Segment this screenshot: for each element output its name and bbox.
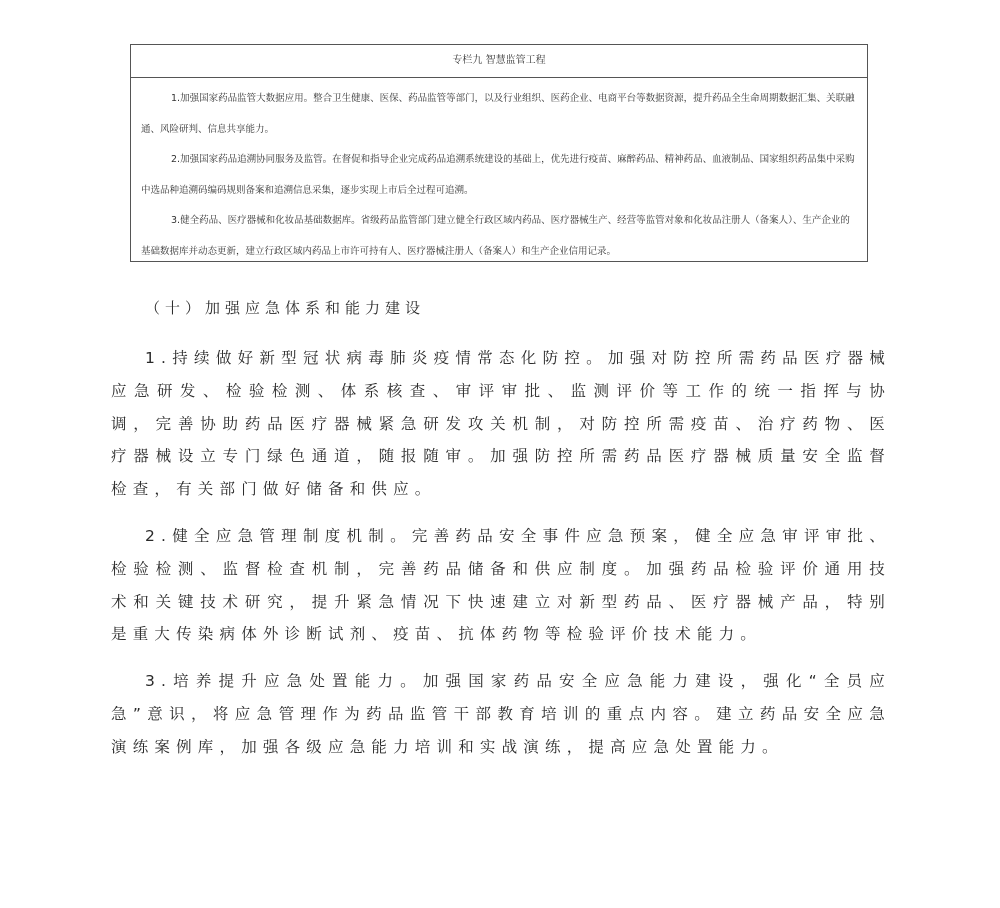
special-column-title: 专栏九 智慧监管工程 xyxy=(131,45,867,78)
special-column-body xyxy=(131,78,867,267)
section-heading: （十）加强应急体系和能力建设 xyxy=(145,299,426,317)
section-paragraph-1: 1.持续做好新型冠状病毒肺炎疫情常态化防控。加强对防控所需药品医疗器械应急研发、检验检测、体系核查、审评审批、监测评价等工作的统一指挥与协调，完善协助药品医疗器械紧急研发攻关机制，对防控所需疫苗、治疗药物、医疗器械设立专门绿色通道，随报随审。加强防控所需药品医疗器械质量安全监督检查，有关部门做好储备和供应。 xyxy=(111,349,891,499)
special-column-item-3: 3.健全药品、医疗器械和化妆品基础数据库。省级药品监管部门建立健全行政区域内药品、医疗器械生产、经营等监管对象和化妆品注册人（备案人）、生产企业的基础数据库并动态更新，建立行政区域内药品上市许可持有人、医疗器械注册人（备案人）和生产企业信用记录。 xyxy=(141,215,850,257)
special-column-item-2: 2.加强国家药品追溯协同服务及监管。在督促和指导企业完成药品追溯系统建设的基础上，优先进行疫苗、麻醉药品、精神药品、血液制品、国家组织药品集中采购中选品种追溯码编码规则备案和追溯信息采集，逐步实现上市后全过程可追溯。 xyxy=(141,154,855,196)
section-paragraph-3: 3.培养提升应急处置能力。加强国家药品安全应急能力建设，强化“全员应急”意识，将应急管理作为药品监管干部教育培训的重点内容。建立药品安全应急演练案例库，加强各级应急能力培训和实战演练，提高应急处置能力。 xyxy=(111,672,891,756)
special-column-box xyxy=(130,44,868,262)
document-section xyxy=(111,290,891,764)
special-column-item-1: 1.加强国家药品监管大数据应用。整合卫生健康、医保、药品监管等部门，以及行业组织、医药企业、电商平台等数据资源，提升药品全生命周期数据汇集、关联融通、风险研判、信息共享能力。 xyxy=(141,93,855,135)
section-paragraph-2: 2.健全应急管理制度机制。完善药品安全事件应急预案，健全应急审评审批、检验检测、监督检查机制，完善药品储备和供应制度。加强药品检验评价通用技术和关键技术研究，提升紧急情况下快速建立对新型药品、医疗器械产品，特别是重大传染病体外诊断试剂、疫苗、抗体药物等检验评价技术能力。 xyxy=(111,526,891,644)
